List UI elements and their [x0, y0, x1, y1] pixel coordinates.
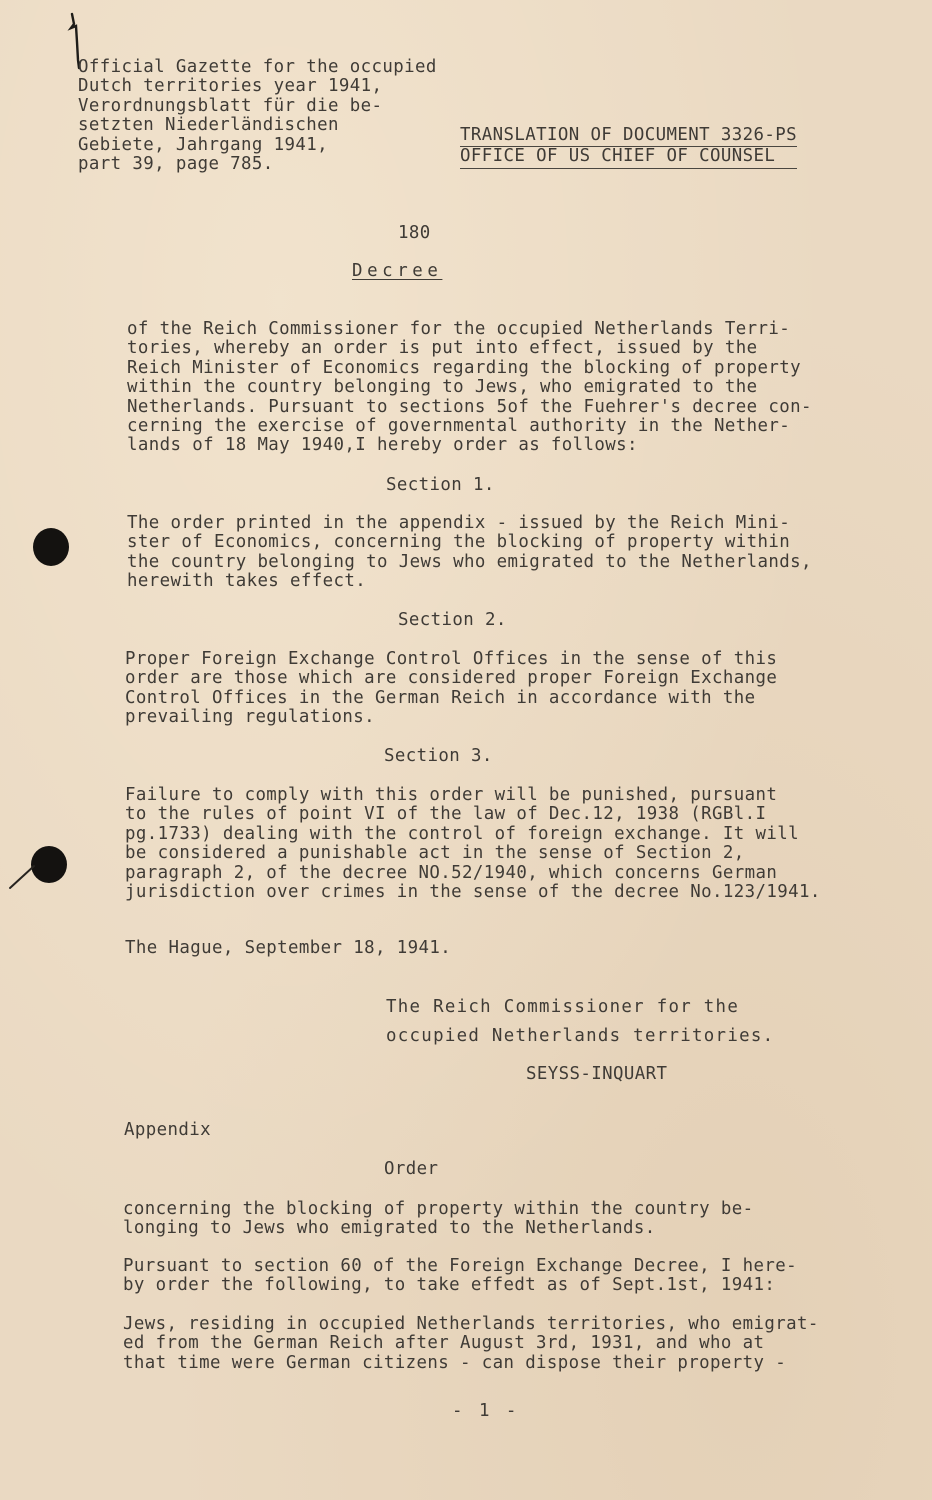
text-line: Jews, residing in occupied Netherlands territories, who emigrat- — [123, 1314, 819, 1334]
source-note-line: Official Gazette for the occupied — [78, 57, 437, 77]
punch-hole — [33, 528, 69, 566]
section-3-heading: Section 3. — [384, 746, 493, 766]
text-line: Pursuant to section 60 of the Foreign Exchange Decree, I here- — [123, 1256, 797, 1276]
page-number: - 1 - — [452, 1401, 520, 1421]
text-line: The order printed in the appendix - issued by the Reich Mini- — [127, 513, 791, 533]
text-line: cerning the exercise of governmental authority in the Nether- — [127, 416, 791, 437]
text-line: within the country belonging to Jews, who emigrated to the — [127, 377, 758, 398]
text-line: be considered a punishable act in the sense of Section 2, — [125, 843, 745, 864]
text-line: by order the following, to take effedt as of Sept.1st, 1941: — [123, 1275, 776, 1296]
decree-title: Decree — [352, 261, 443, 281]
section-2-heading: Section 2. — [398, 610, 507, 630]
order-paragraph-2 — [123, 1257, 797, 1296]
section-2-paragraph — [125, 650, 777, 728]
text-line: Reich Minister of Economics regarding the blocking of property — [127, 357, 801, 378]
text-line: that time were German citizens - can dispose their property - — [123, 1352, 787, 1373]
text-line: Failure to comply with this order will be punished, pursuant — [125, 785, 778, 805]
translation-heading — [460, 126, 797, 169]
translation-office-line: OFFICE OF US CHIEF OF COUNSEL — [460, 147, 797, 168]
text-line: lands of 18 May 1940,I hereby order as follows: — [127, 435, 638, 456]
signature-title-line-2: occupied Netherlands territories. — [386, 1026, 775, 1046]
appendix-heading: Appendix — [124, 1120, 211, 1140]
source-note-line: Verordnungsblatt für die be- — [78, 95, 383, 116]
text-line: to the rules of point VI of the law of Dec.12, 1938 (RGBl.I — [125, 804, 767, 825]
section-1-heading: Section 1. — [386, 475, 495, 495]
binding-mark — [8, 860, 38, 890]
section-1-paragraph — [127, 514, 812, 592]
decree-intro-paragraph — [127, 320, 812, 456]
text-line: ed from the German Reich after August 3rd, 1931, and who at — [123, 1333, 765, 1354]
text-line: the country belonging to Jews who emigrated to the Netherlands, — [127, 551, 812, 572]
source-note-line: Gebiete, Jahrgang 1941, — [78, 134, 329, 155]
text-line: Proper Foreign Exchange Control Offices in the sense of this — [125, 649, 778, 669]
text-line: tories, whereby an order is put into effect, issued by the — [127, 338, 758, 359]
place-and-date: The Hague, September 18, 1941. — [125, 938, 452, 958]
translation-document-line: TRANSLATION OF DOCUMENT 3326-PS — [460, 126, 797, 147]
text-line: longing to Jews who emigrated to the Netherlands. — [123, 1218, 656, 1239]
text-line: ster of Economics, concerning the blocking of property within — [127, 532, 791, 553]
source-note-line: setzten Niederländischen — [78, 115, 339, 136]
text-line: Netherlands. Pursuant to sections 5of the Fuehrer's decree con- — [127, 396, 812, 417]
text-line: herewith takes effect. — [127, 571, 367, 592]
source-note — [78, 58, 437, 174]
decree-number: 180 — [398, 223, 431, 243]
section-3-paragraph — [125, 786, 821, 902]
text-line: Control Offices in the German Reich in accordance with the — [125, 687, 756, 708]
text-line: jurisdiction over crimes in the sense of the decree No.123/1941. — [125, 882, 821, 903]
text-line: paragraph 2, of the decree NO.52/1940, which concerns German — [125, 862, 778, 883]
signature-title-line-1: The Reich Commissioner for the — [386, 997, 740, 1017]
order-paragraph-1 — [123, 1200, 753, 1239]
source-note-line: part 39, page 785. — [78, 154, 274, 175]
text-line: pg.1733) dealing with the control of foreign exchange. It will — [125, 823, 799, 844]
text-line: prevailing regulations. — [125, 707, 376, 728]
text-line: order are those which are considered proper Foreign Exchange — [125, 668, 778, 689]
order-paragraph-3 — [123, 1315, 819, 1373]
signer-name: SEYSS-INQUART — [526, 1064, 668, 1084]
text-line: concerning the blocking of property within the country be- — [123, 1199, 754, 1219]
source-note-line: Dutch territories year 1941, — [78, 76, 383, 97]
order-heading: Order — [384, 1159, 439, 1179]
text-line: of the Reich Commissioner for the occupied Netherlands Terri- — [127, 319, 791, 339]
